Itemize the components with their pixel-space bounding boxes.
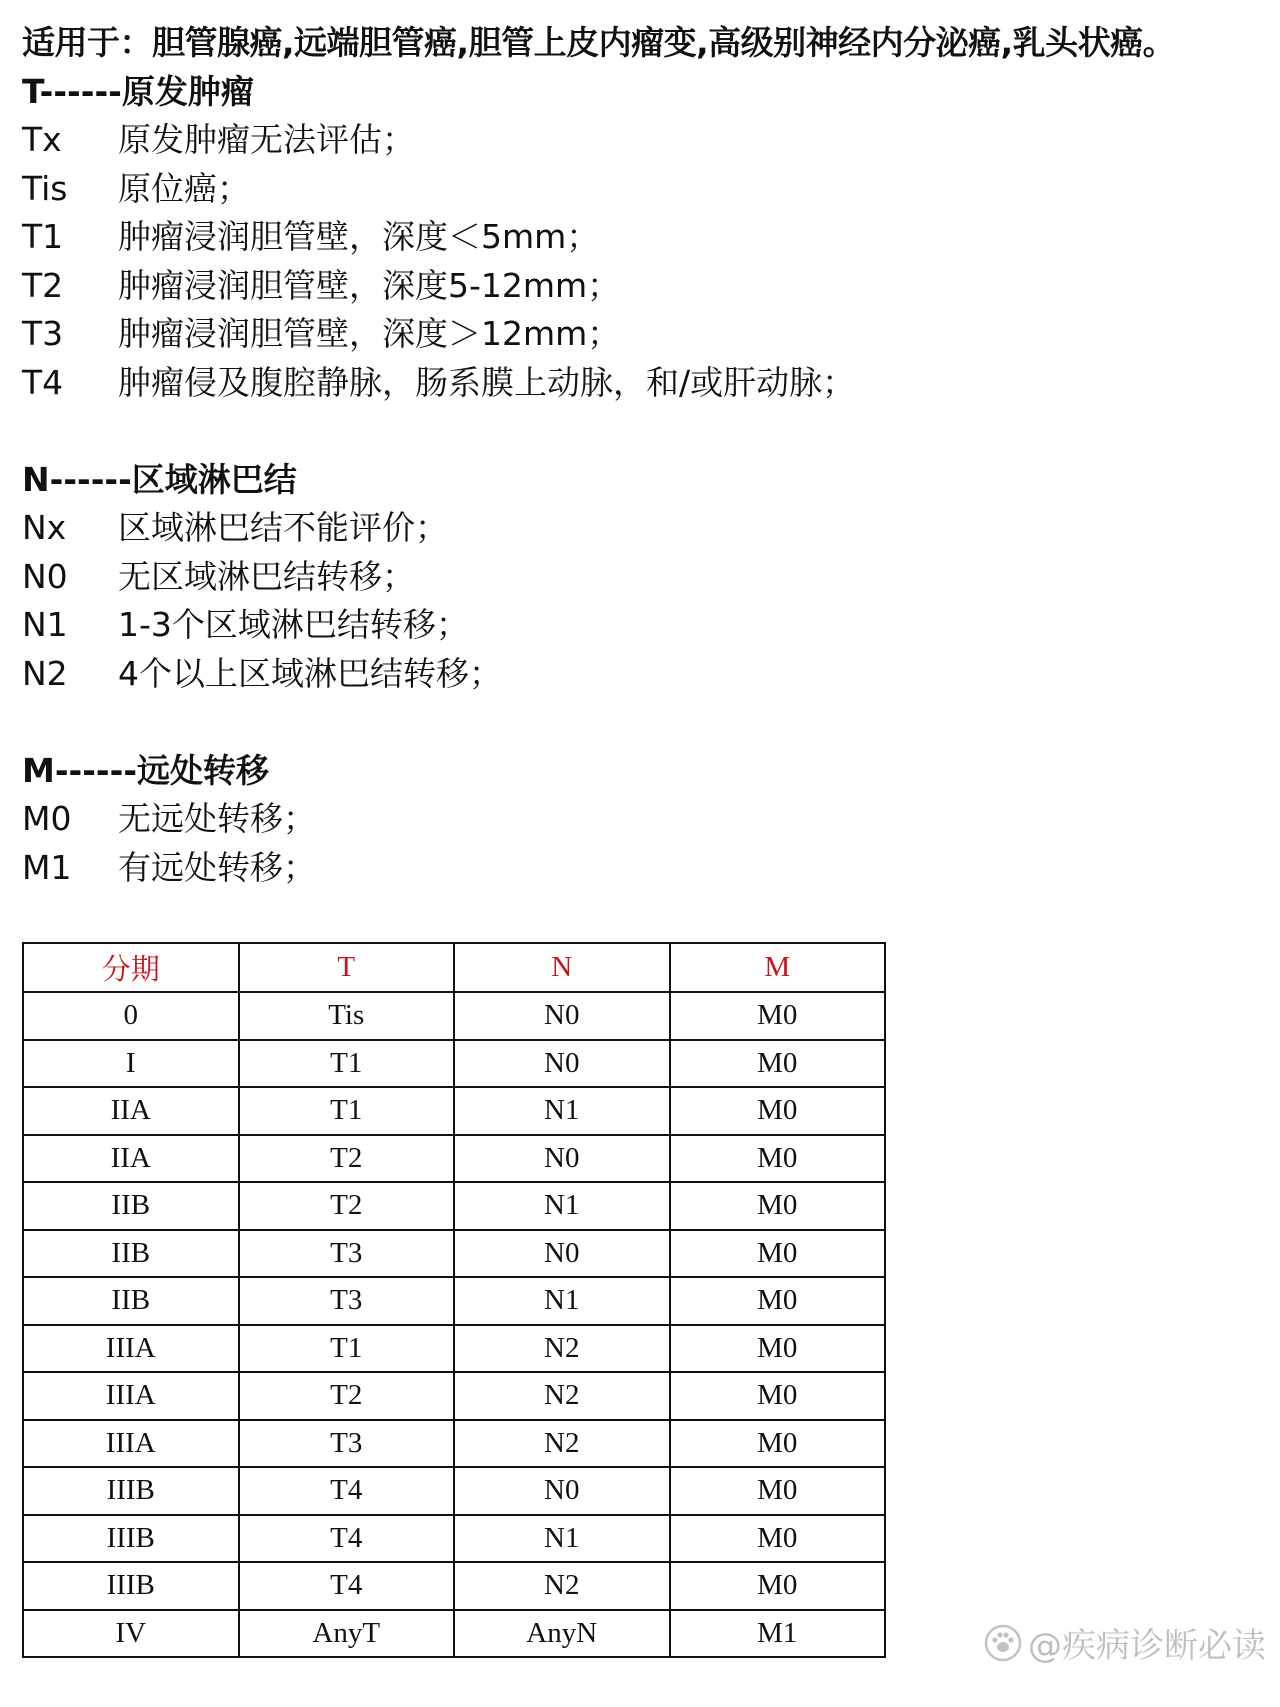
cell-m: M0 <box>670 1325 886 1373</box>
cell-t: T1 <box>239 1325 455 1373</box>
cell-n: N1 <box>454 1277 670 1325</box>
header-n: N <box>454 943 670 992</box>
cell-m: M0 <box>670 992 886 1040</box>
cell-t: T2 <box>239 1182 455 1230</box>
cell-m: M0 <box>670 1562 886 1610</box>
t-row-t1 <box>22 213 1262 262</box>
table-body <box>23 992 885 1657</box>
n-row-n0 <box>22 553 1262 602</box>
t-desc: 肿瘤浸润胆管壁，深度5-12mm； <box>118 265 621 305</box>
cell-m: M0 <box>670 1087 886 1135</box>
n-code: N2 <box>22 653 68 693</box>
header-m: M <box>670 943 886 992</box>
table-row <box>23 1277 885 1325</box>
t-code: Tis <box>22 168 68 208</box>
cell-t: T4 <box>239 1562 455 1610</box>
cell-stage: IIA <box>23 1135 239 1183</box>
cell-m: M0 <box>670 1515 886 1563</box>
m-code: M0 <box>22 799 72 838</box>
cell-stage: IIIA <box>23 1325 239 1373</box>
n-code: N0 <box>22 556 68 596</box>
t-desc: 原位癌； <box>118 168 250 208</box>
cell-stage: IIIA <box>23 1420 239 1468</box>
t-code: T2 <box>22 265 64 305</box>
table-row <box>23 1135 885 1183</box>
n-desc: 1-3个区域淋巴结转移； <box>118 605 469 644</box>
cell-stage: IIIA <box>23 1372 239 1420</box>
cell-n: N0 <box>454 1230 670 1278</box>
cell-m: M0 <box>670 1467 886 1515</box>
cell-m: M0 <box>670 1182 886 1230</box>
cell-stage: 0 <box>23 992 239 1040</box>
m-section-title: M------远处转移 <box>22 751 270 790</box>
cell-t: T1 <box>239 1087 455 1135</box>
table-row <box>23 1610 885 1658</box>
cell-m: M0 <box>670 1040 886 1088</box>
t-desc: 肿瘤浸润胆管壁，深度＞12mm； <box>118 314 621 353</box>
cell-t: T3 <box>239 1230 455 1278</box>
watermark-text: @疾病诊断必读 <box>1028 1626 1266 1666</box>
paw-logo-icon <box>984 1624 1022 1662</box>
t-desc: 原发肿瘤无法评估； <box>118 120 415 159</box>
n-section-title: N------区域淋巴结 <box>22 460 297 499</box>
cell-n: N0 <box>454 1040 670 1088</box>
n-row-n1 <box>22 601 1262 650</box>
m-row-m1 <box>22 844 1262 893</box>
cell-n: N2 <box>454 1372 670 1420</box>
cell-m: M0 <box>670 1420 886 1468</box>
table-row <box>23 1562 885 1610</box>
cell-n: N1 <box>454 1182 670 1230</box>
t-row-tis <box>22 165 1262 214</box>
table-header-row <box>23 943 885 992</box>
t-row-t2 <box>22 262 1262 311</box>
cell-stage: IIB <box>23 1230 239 1278</box>
watermark <box>984 1618 1266 1667</box>
t-row-t3 <box>22 310 1262 359</box>
header-stage: 分期 <box>23 943 239 992</box>
cell-stage: IIIB <box>23 1467 239 1515</box>
n-desc: 无区域淋巴结转移； <box>118 556 415 596</box>
table-row <box>23 1467 885 1515</box>
staging-table <box>22 942 886 1658</box>
cell-t: T1 <box>239 1040 455 1088</box>
cell-t: T2 <box>239 1135 455 1183</box>
cell-t: Tis <box>239 992 455 1040</box>
cell-n: N0 <box>454 1467 670 1515</box>
n-desc: 区域淋巴结不能评价； <box>118 508 448 547</box>
t-row-tx <box>22 116 1262 165</box>
cell-m: M0 <box>670 1230 886 1278</box>
t-section-title: T------原发肿瘤 <box>22 72 254 111</box>
n-code: N1 <box>22 605 68 644</box>
m-desc: 有远处转移； <box>118 847 316 887</box>
t-row-t4 <box>22 359 1262 408</box>
cell-t: AnyT <box>239 1610 455 1658</box>
cell-m: M0 <box>670 1277 886 1325</box>
cell-stage: IV <box>23 1610 239 1658</box>
cell-m: M1 <box>670 1610 886 1658</box>
cell-t: T3 <box>239 1420 455 1468</box>
cell-n: N0 <box>454 992 670 1040</box>
table-row <box>23 1372 885 1420</box>
t-code: Tx <box>22 120 62 159</box>
cell-stage: IIIB <box>23 1515 239 1563</box>
table-row <box>23 1515 885 1563</box>
cell-t: T3 <box>239 1277 455 1325</box>
table-row <box>23 1087 885 1135</box>
section-spacer <box>22 407 1262 456</box>
table-row <box>23 1420 885 1468</box>
cell-stage: IIB <box>23 1182 239 1230</box>
n-row-nx <box>22 504 1262 553</box>
applies-to-line: 适用于：胆管腺癌,远端胆管癌,胆管上皮内瘤变,高级别神经内分泌癌,乳头状癌。 <box>22 23 1176 62</box>
n-row-n2 <box>22 650 1262 699</box>
n-code: Nx <box>22 508 67 547</box>
t-code: T1 <box>22 217 64 256</box>
section-spacer <box>22 698 1262 747</box>
m-row-m0 <box>22 795 1262 844</box>
table-row <box>23 992 885 1040</box>
cell-m: M0 <box>670 1135 886 1183</box>
table-row <box>23 1040 885 1088</box>
document-body <box>22 18 1262 892</box>
cell-n: AnyN <box>454 1610 670 1658</box>
table-row <box>23 1325 885 1373</box>
t-code: T4 <box>22 362 64 402</box>
cell-t: T2 <box>239 1372 455 1420</box>
cell-n: N0 <box>454 1135 670 1183</box>
cell-n: N1 <box>454 1515 670 1563</box>
cell-m: M0 <box>670 1372 886 1420</box>
cell-stage: IIB <box>23 1277 239 1325</box>
cell-stage: IIA <box>23 1087 239 1135</box>
cell-n: N1 <box>454 1087 670 1135</box>
cell-t: T4 <box>239 1467 455 1515</box>
cell-n: N2 <box>454 1325 670 1373</box>
cell-t: T4 <box>239 1515 455 1563</box>
cell-n: N2 <box>454 1420 670 1468</box>
m-code: M1 <box>22 847 72 887</box>
header-t: T <box>239 943 455 992</box>
table-row <box>23 1230 885 1278</box>
t-code: T3 <box>22 314 64 353</box>
table-row <box>23 1182 885 1230</box>
cell-stage: IIIB <box>23 1562 239 1610</box>
n-desc: 4个以上区域淋巴结转移； <box>118 653 502 693</box>
cell-stage: I <box>23 1040 239 1088</box>
m-desc: 无远处转移； <box>118 799 316 838</box>
t-desc: 肿瘤浸润胆管壁，深度＜5mm； <box>118 217 600 256</box>
cell-n: N2 <box>454 1562 670 1610</box>
t-desc: 肿瘤侵及腹腔静脉，肠系膜上动脉，和/或肝动脉； <box>118 362 856 402</box>
